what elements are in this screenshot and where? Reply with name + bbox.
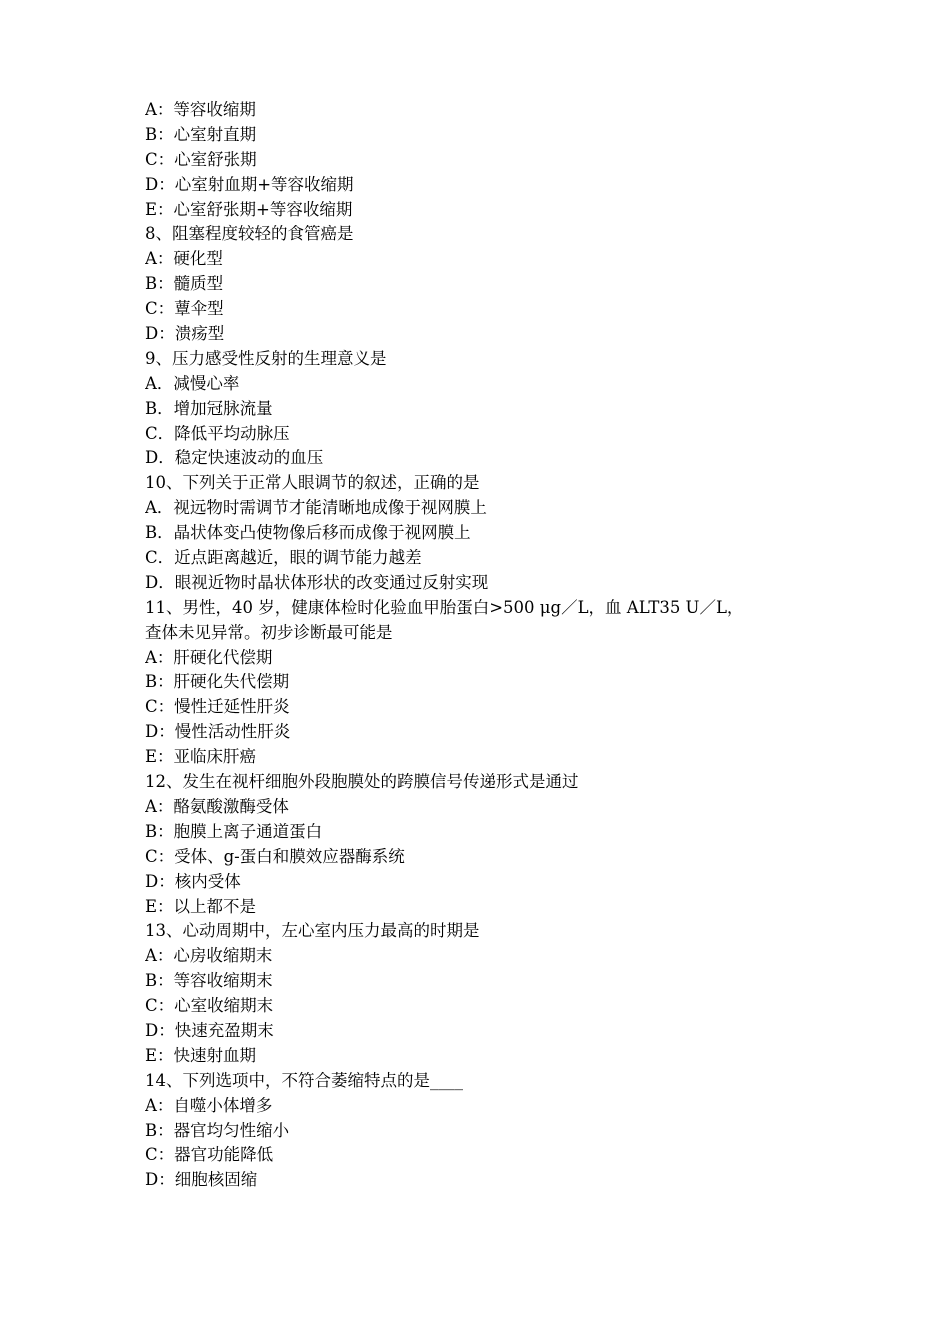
- text-line: D．眼视近物时晶状体形状的改变通过反射实现: [145, 572, 489, 592]
- text-line: C：心室舒张期: [145, 149, 257, 169]
- text-line: B：肝硬化失代偿期: [145, 672, 290, 692]
- document-body: [145, 98, 805, 1193]
- text-line: 14、下列选项中，不符合萎缩特点的是____: [145, 1070, 463, 1090]
- text-line: C：慢性迁延性肝炎: [145, 697, 290, 717]
- text-line: E：快速射血期: [145, 1045, 257, 1065]
- text-line: 9、压力感受性反射的生理意义是: [145, 348, 387, 368]
- text-line: E：亚临床肝癌: [145, 747, 257, 767]
- text-line: D：溃疡型: [145, 324, 225, 344]
- text-line: A：硬化型: [145, 249, 223, 269]
- text-line: D：核内受体: [145, 871, 241, 891]
- text-line: 12、发生在视杆细胞外段胞膜处的跨膜信号传递形式是通过: [145, 772, 579, 792]
- text-line: A：自噬小体增多: [145, 1095, 273, 1115]
- text-line: B：髓质型: [145, 274, 224, 294]
- text-line: C：受体、g-蛋白和膜效应器酶系统: [145, 846, 405, 866]
- text-line: 查体未见异常。初步诊断最可能是: [145, 622, 393, 642]
- text-line: 11、男性，40 岁，健康体检时化验血甲胎蛋白>500 μg／L，血 ALT35 U／L，: [145, 597, 744, 617]
- text-line: 8、阻塞程度较轻的食管癌是: [145, 224, 354, 244]
- text-line: C．降低平均动脉压: [145, 423, 290, 443]
- text-line: A：酪氨酸激酶受体: [145, 796, 289, 816]
- text-line: A．减慢心率: [145, 373, 240, 393]
- text-line: E：心室舒张期+等容收缩期: [145, 199, 353, 219]
- text-line: B：器官均匀性缩小: [145, 1120, 290, 1140]
- text-line: B：心室射直期: [145, 124, 257, 144]
- text-line: D：心室射血期+等容收缩期: [145, 174, 354, 194]
- text-line: E：以上都不是: [145, 896, 257, 916]
- text-line: 13、心动周期中，左心室内压力最高的时期是: [145, 921, 480, 941]
- text-line: D．稳定快速波动的血压: [145, 448, 324, 468]
- text-line: A：等容收缩期: [145, 100, 256, 119]
- text-line: B：等容收缩期末: [145, 971, 273, 991]
- text-line: D：慢性活动性肝炎: [145, 722, 291, 742]
- text-line: A：心房收缩期末: [145, 946, 273, 966]
- text-line: C．近点距离越近，眼的调节能力越差: [145, 548, 422, 568]
- text-line: B．晶状体变凸使物像后移而成像于视网膜上: [145, 523, 471, 543]
- text-line: B．增加冠脉流量: [145, 398, 273, 418]
- text-line: B：胞膜上离子通道蛋白: [145, 821, 323, 841]
- text-line: D：细胞核固缩: [145, 1170, 258, 1190]
- text-line: C：蕈伞型: [145, 299, 224, 319]
- text-line: D：快速充盈期末: [145, 1020, 274, 1040]
- text-line: A．视远物时需调节才能清晰地成像于视网膜上: [145, 498, 487, 518]
- text-line: C：心室收缩期末: [145, 996, 274, 1016]
- text-line: C：器官功能降低: [145, 1145, 274, 1165]
- text-line: 10、下列关于正常人眼调节的叙述，正确的是: [145, 473, 480, 493]
- text-line: A：肝硬化代偿期: [145, 647, 273, 667]
